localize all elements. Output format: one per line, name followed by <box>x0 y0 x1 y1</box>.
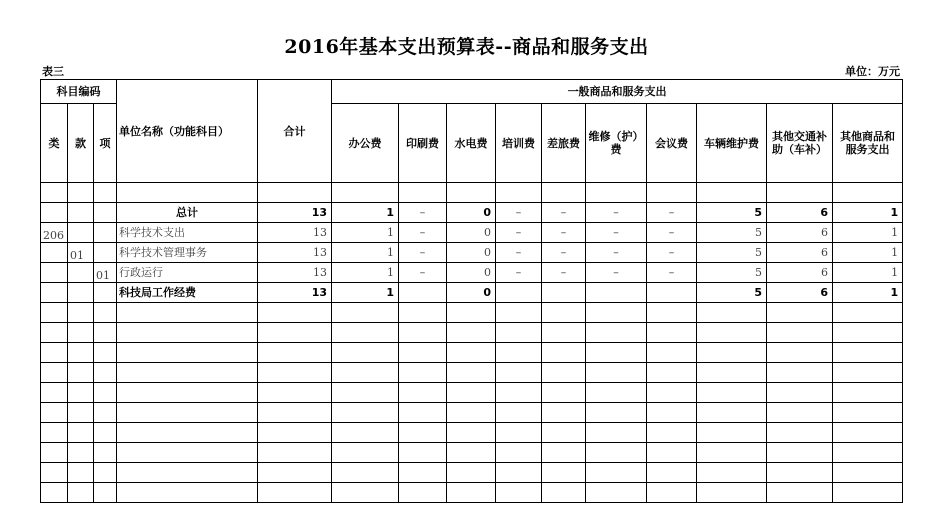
value-cell: 5 <box>697 223 767 243</box>
group-header: 一般商品和服务支出 <box>332 80 903 104</box>
value-cell: – <box>496 263 542 283</box>
table-row <box>41 223 903 243</box>
table-row <box>41 243 903 263</box>
column-header: 其他交通补助（车补） <box>767 104 833 183</box>
value-cell: 1 <box>833 223 903 243</box>
value-cell: 1 <box>833 243 903 263</box>
value-cell: – <box>542 223 586 243</box>
kuan-cell <box>68 223 94 243</box>
value-cell <box>496 283 542 303</box>
total-cell: 13 <box>258 283 332 303</box>
value-cell: 5 <box>697 243 767 263</box>
value-cell: – <box>647 203 697 223</box>
column-header: 其他商品和服务支出 <box>833 104 903 183</box>
spacer-row <box>41 183 903 203</box>
unit-name-header: 单位名称（功能科目） <box>117 80 258 183</box>
table-label: 表三 <box>42 65 64 78</box>
value-cell: 1 <box>833 263 903 283</box>
column-header: 培训费 <box>496 104 542 183</box>
value-cell: 0 <box>447 223 496 243</box>
total-cell: 13 <box>258 203 332 223</box>
empty-row <box>41 383 903 403</box>
empty-row <box>41 423 903 443</box>
value-cell: – <box>496 203 542 223</box>
empty-row <box>41 343 903 363</box>
empty-row <box>41 363 903 383</box>
empty-row <box>41 463 903 483</box>
kuan-cell <box>68 203 94 223</box>
value-cell <box>586 283 647 303</box>
xiang-cell: 01 <box>94 263 117 283</box>
value-cell: 6 <box>767 283 833 303</box>
xiang-cell <box>94 223 117 243</box>
unit-name-cell: 行政运行 <box>117 263 258 283</box>
value-cell: 1 <box>332 223 399 243</box>
xiang-header: 项 <box>94 104 117 183</box>
total-cell: 13 <box>258 223 332 243</box>
value-cell <box>399 283 447 303</box>
value-cell: – <box>647 263 697 283</box>
table-row <box>41 203 903 223</box>
value-cell: 5 <box>697 203 767 223</box>
kuan-cell: 01 <box>68 243 94 263</box>
value-cell: – <box>586 263 647 283</box>
column-header: 水电费 <box>447 104 496 183</box>
value-cell: 1 <box>833 203 903 223</box>
value-cell: 6 <box>767 203 833 223</box>
column-header: 车辆维护费 <box>697 104 767 183</box>
value-cell: – <box>542 263 586 283</box>
empty-row <box>41 443 903 463</box>
value-cell: 5 <box>697 263 767 283</box>
value-cell: 1 <box>332 203 399 223</box>
value-cell: – <box>542 243 586 263</box>
kuan-cell <box>68 283 94 303</box>
xiang-cell <box>94 243 117 263</box>
unit-name-cell: 科技局工作经费 <box>117 283 258 303</box>
value-cell: – <box>399 243 447 263</box>
value-cell: – <box>586 223 647 243</box>
lei-cell <box>41 283 68 303</box>
value-cell: 5 <box>697 283 767 303</box>
xiang-cell <box>94 283 117 303</box>
page-title: 2016年基本支出预算表--商品和服务支出 <box>284 36 649 58</box>
value-cell: – <box>586 203 647 223</box>
empty-row <box>41 403 903 423</box>
kuan-header: 款 <box>68 104 94 183</box>
value-cell <box>542 283 586 303</box>
value-cell: 1 <box>332 243 399 263</box>
kuan-cell <box>68 263 94 283</box>
empty-row <box>41 323 903 343</box>
value-cell: 0 <box>447 263 496 283</box>
unit-name-cell: 总计 <box>117 203 258 223</box>
xiang-cell <box>94 203 117 223</box>
value-cell: – <box>496 243 542 263</box>
value-cell: 6 <box>767 263 833 283</box>
table-row <box>41 283 903 303</box>
lei-cell <box>41 243 68 263</box>
total-cell: 13 <box>258 243 332 263</box>
value-cell: – <box>399 223 447 243</box>
column-header: 印刷费 <box>399 104 447 183</box>
total-header: 合计 <box>258 80 332 183</box>
lei-header: 类 <box>41 104 68 183</box>
value-cell: – <box>399 203 447 223</box>
lei-cell <box>41 203 68 223</box>
subject-code-header: 科目编码 <box>41 80 117 104</box>
unit-label: 单位：万元 <box>845 65 900 78</box>
column-header: 差旅费 <box>542 104 586 183</box>
lei-cell <box>41 263 68 283</box>
total-cell: 13 <box>258 263 332 283</box>
value-cell <box>647 283 697 303</box>
value-cell: 1 <box>833 283 903 303</box>
budget-table <box>40 79 903 503</box>
value-cell: – <box>586 243 647 263</box>
value-cell: 1 <box>332 263 399 283</box>
empty-row <box>41 303 903 323</box>
table-row <box>41 263 903 283</box>
value-cell: 6 <box>767 243 833 263</box>
value-cell: – <box>542 203 586 223</box>
value-cell: – <box>399 263 447 283</box>
column-header: 办公费 <box>332 104 399 183</box>
value-cell: 0 <box>447 283 496 303</box>
value-cell: 0 <box>447 243 496 263</box>
value-cell: – <box>647 243 697 263</box>
value-cell: 0 <box>447 203 496 223</box>
unit-name-cell: 科学技术管理事务 <box>117 243 258 263</box>
value-cell: 1 <box>332 283 399 303</box>
empty-row <box>41 483 903 503</box>
value-cell: 6 <box>767 223 833 243</box>
column-header: 会议费 <box>647 104 697 183</box>
value-cell: – <box>647 223 697 243</box>
column-header: 维修（护）费 <box>586 104 647 183</box>
unit-name-cell: 科学技术支出 <box>117 223 258 243</box>
value-cell: – <box>496 223 542 243</box>
lei-cell: 206 <box>41 223 68 243</box>
